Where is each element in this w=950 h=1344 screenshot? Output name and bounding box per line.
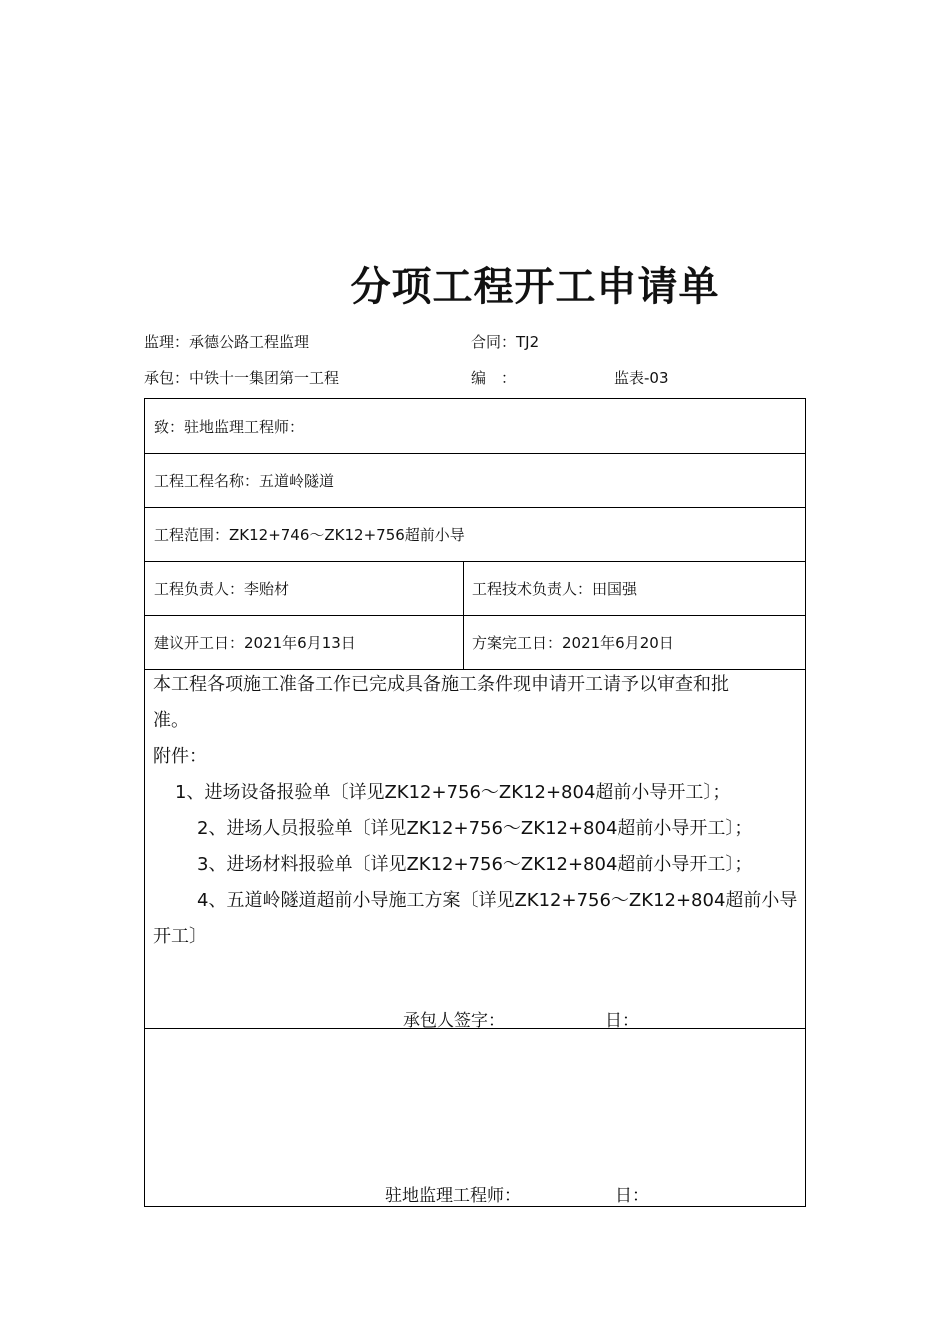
engineer-signature-label: 驻地监理工程师：	[385, 1186, 521, 1206]
attachment-item-3: 3、进场材料报验单〔详见ZK12+756～ZK12+804超前小导开工〕；	[197, 854, 753, 875]
responsible-cell: 工程负责人：李贻材	[154, 580, 290, 598]
attachment-item-1: 1、进场设备报验单〔详见ZK12+756～ZK12+804超前小导开工〕；	[175, 782, 731, 803]
tech-responsible-cell: 工程技术负责人：田国强	[472, 580, 638, 598]
application-table	[144, 398, 806, 1207]
application-text-line2: 准。	[153, 710, 189, 731]
document-title: 分项工程开工申请单	[350, 264, 720, 310]
attachment-item-4-cont: 开工〕	[153, 926, 207, 947]
project-name-cell: 工程工程名称：五道岭隧道	[154, 472, 335, 490]
number-label: 编 ：	[471, 369, 517, 387]
finish-date-cell: 方案完工日：2021年6月20日	[472, 634, 674, 652]
attachments-label: 附件：	[153, 746, 207, 767]
project-name-row	[145, 454, 805, 508]
attachment-item-4: 4、五道岭隧道超前小导施工方案〔详见ZK12+756～ZK12+804超前小导	[197, 890, 798, 911]
contract-info: 合同：TJ2	[471, 333, 540, 351]
scope-row	[145, 508, 805, 562]
start-date-cell: 建议开工日：2021年6月13日	[154, 634, 356, 652]
attachment-item-2: 2、进场人员报验单〔详见ZK12+756～ZK12+804超前小导开工〕；	[197, 818, 753, 839]
to-row	[145, 399, 805, 454]
contractor-info: 承包：中铁十一集团第一工程	[144, 369, 340, 387]
supervisor-info: 监理：承德公路工程监理	[144, 333, 310, 351]
scope-cell: 工程范围：ZK12+746～ZK12+756超前小导	[154, 526, 465, 544]
to-cell: 致：驻地监理工程师：	[154, 417, 305, 436]
contractor-date-label: 日：	[605, 1011, 639, 1031]
contractor-signature-label: 承包人签字：	[403, 1011, 505, 1031]
approval-row	[145, 1029, 805, 1208]
engineer-date-label: 日：	[615, 1186, 649, 1206]
application-text-line1: 本工程各项施工准备工作已完成具备施工条件现申请开工请予以审查和批	[153, 674, 729, 695]
responsible-row	[145, 562, 805, 616]
dates-row	[145, 616, 805, 670]
application-body-row	[145, 670, 805, 1029]
form-code: 监表-03	[614, 369, 669, 387]
